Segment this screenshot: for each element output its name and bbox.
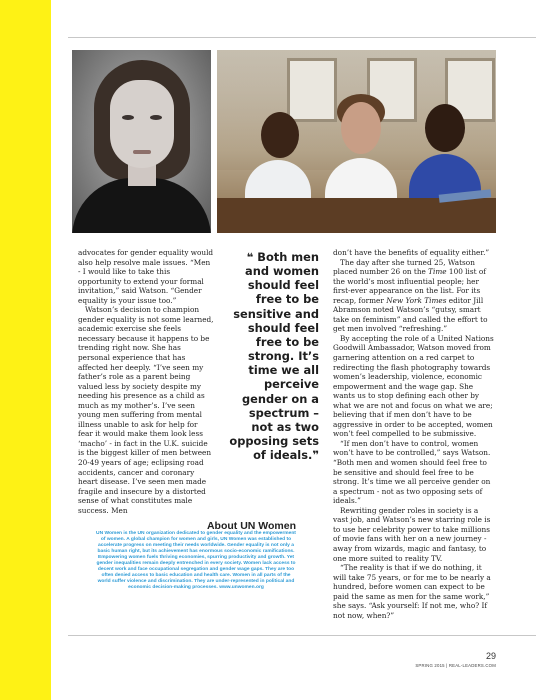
publication-name: Time [428,267,447,277]
paragraph: don’t have the benefits of equality either.” [333,248,490,257]
paragraph: By accepting the role of a United Nations Goodwill Ambassador, Watson moved from garnering attention on a red carpet to redirecting the flash photography towards women’s leadership, violence, economic empowerment and the wage gap. She wants us to stop defining each other by what we are not and focus on what we are; believing that if men don’t have to be aggressive in order to be accepted, women won’t feel compelled to be submissive. [333,333,494,439]
paragraph: Rewriting gender roles in society is a vast job, and Watson’s new starring role is to use her celebrity power to take millions of movie fans with her on a new journey - away from wizards, magic and fantasy, to one more suited to reality TV. [333,505,491,563]
paragraph: “The reality is that if we do nothing, it will take 75 years, or for me to be nearly a hundred, before women can expect to be paid the same as men for the same work,” she says. “Ask yourself: If not me, who? If not now, when?” [333,563,491,620]
pull-quote [226,250,319,462]
about-text: UN Women is the UN organization dedicated to gender equality and the empowerment of women. A global champion for women and girls, UN Women was established to accelerate progress on meeting their needs worldwide. Gender equality is not only a basic human right, but its achievement has enormous socio-economic ramifications. Empowering women fuels thriving economies, spurring productivity and growth. Yet gender inequalities remain deeply entrenched in every society. Women lack access to decent work and face occupational segregation and gender wage gaps. They are too often denied access to basic education and health care. Women in all parts of the world suffer violence and discrimination. They are under-represented in political and economic decision-making processes. www.unwomen.org [96,531,296,591]
article-column-left [78,248,214,515]
publication-name: New York Times [386,295,447,305]
about-heading: About UN Women [206,520,296,532]
open-quote-icon: ❝ [246,250,254,264]
paragraph: Watson’s decision to champion gender equality is not some learned, academic exercise she feels necessary because it happens to be trending right now. She has personal experience that has affected her deeply. “I’ve seen my father’s role as a parent being valued less by society despite my needing his presence as a child as much as my mother’s. I’ve seen young men suffering from mental illness unable to ask for help for fear it would make them look less ‘macho’ - in fact in the U.K. suicide is the biggest killer of men between 20-49 years of age; eclipsing road accidents, cancer and coronary heart disease. I’ve seen men made fragile and insecure by a distorted sense of what constitutes male success. Men [78,305,214,515]
classroom-photo [217,50,496,233]
bottom-divider [68,635,536,636]
close-quote-icon: ❞ [312,448,319,463]
paragraph: The day after she turned 25, Watson placed number 26 on the Time 100 list of the world’s most influential people; her first-ever appearance on the list. For its recap, former New York Times editor Jill Abramson noted Watson’s “gutsy, smart take on feminism” and called the effort to get men involved “refreshing.” [333,257,488,334]
paragraph: advocates for gender equality would also help resolve male issues. “Men - I would like to take this opportunity to extend your formal invitation,” said Watson. “Gender equality is your issue too.” [78,248,214,305]
footer-issue: SPRING 2015 | REAL-LEADERS.COM [415,663,496,668]
page-number: 29 [485,651,496,661]
top-divider [68,37,536,38]
pull-quote-text: Both men and women should feel free to be sensitive and should feel free to be strong. It’s time we all perceive gender on a spectrum – not as two opposing sets of ideals. [229,250,319,463]
accent-strip [0,0,51,700]
portrait-photo [72,50,211,233]
article-column-right [333,248,495,620]
paragraph: “If men don’t have to control, women won’t have to be controlled,” says Watson. “Both men and women should feel free to be sensitive and should feel free to be strong. It’s time we all perceive gender on a spectrum - not as two opposing sets of ideals.” [333,438,491,506]
